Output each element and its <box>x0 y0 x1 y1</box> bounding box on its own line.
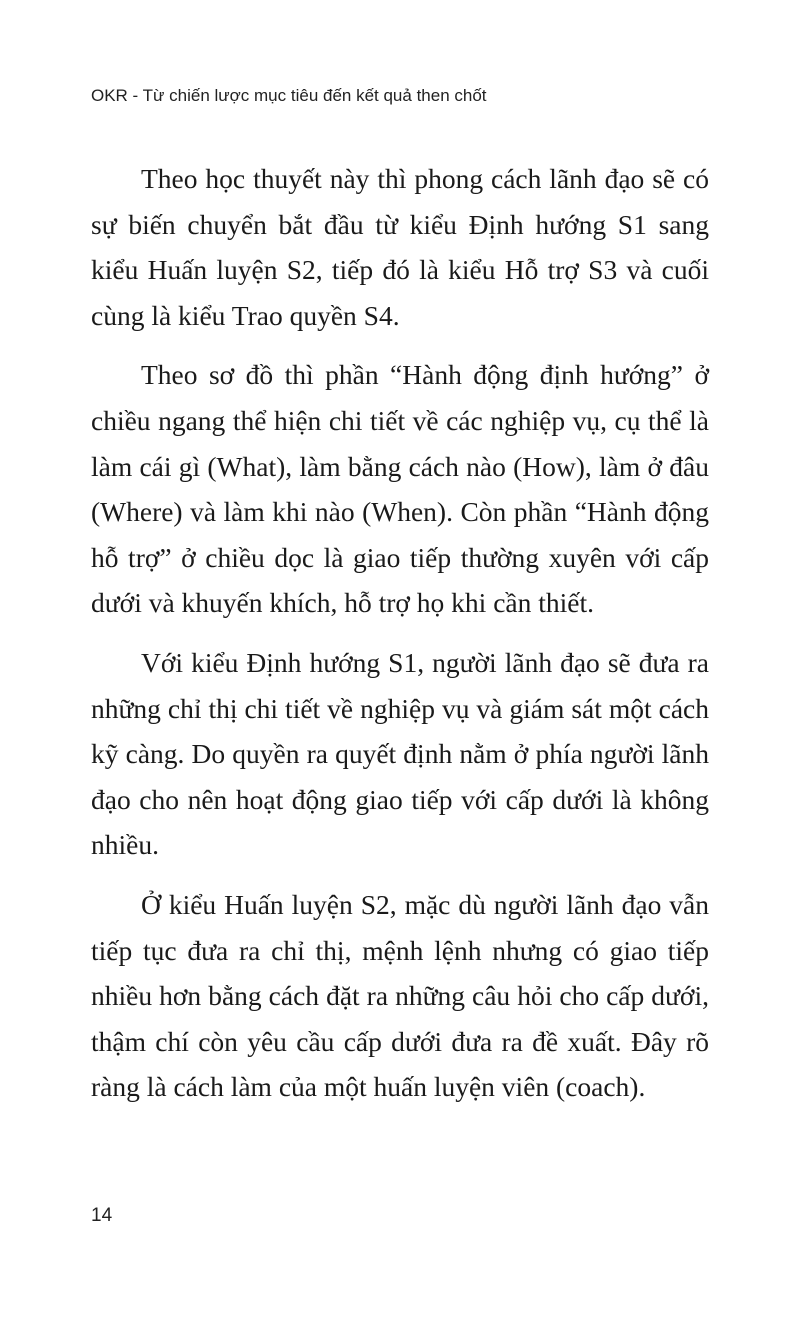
paragraph-3: Với kiểu Định hướng S1, người lãnh đạo sẽ đưa ra những chỉ thị chi tiết về nghiệp vụ và giám sát một cách kỹ càng. Do quyền ra quyết định nằm ở phía người lãnh đạo cho nên hoạt động giao tiếp với cấp dưới là không nhiều. <box>91 646 709 861</box>
paragraph-4: Ở kiểu Huấn luyện S2, mặc dù người lãnh đạo vẫn tiếp tục đưa ra chỉ thị, mệnh lệnh nhưng có giao tiếp nhiều hơn bằng cách đặt ra những câu hỏi cho cấp dưới, thậm chí còn yêu cầu cấp dưới đưa ra đề xuất. Đây rõ ràng là cách làm của một huấn luyện viên (coach). <box>91 888 709 1103</box>
paragraph-1: Theo học thuyết này thì phong cách lãnh đạo sẽ có sự biến chuyển bắt đầu từ kiểu Định hướng S1 sang kiểu Huấn luyện S2, tiếp đó là kiểu Hỗ trợ S3 và cuối cùng là kiểu Trao quyền S4. <box>91 163 709 331</box>
page-number: 14 <box>91 1205 113 1226</box>
page-body <box>91 156 709 1124</box>
running-header: OKR - Từ chiến lược mục tiêu đến kết quả then chốt <box>91 86 487 105</box>
paragraph-2: Theo sơ đồ thì phần “Hành động định hướng” ở chiều ngang thể hiện chi tiết về các nghiệp vụ, cụ thể là làm cái gì (What), làm bằng cách nào (How), làm ở đâu (Where) và làm khi nào (When). Còn phần “Hành động hỗ trợ” ở chiều dọc là giao tiếp thường xuyên với cấp dưới và khuyến khích, hỗ trợ họ khi cần thiết. <box>91 359 709 619</box>
